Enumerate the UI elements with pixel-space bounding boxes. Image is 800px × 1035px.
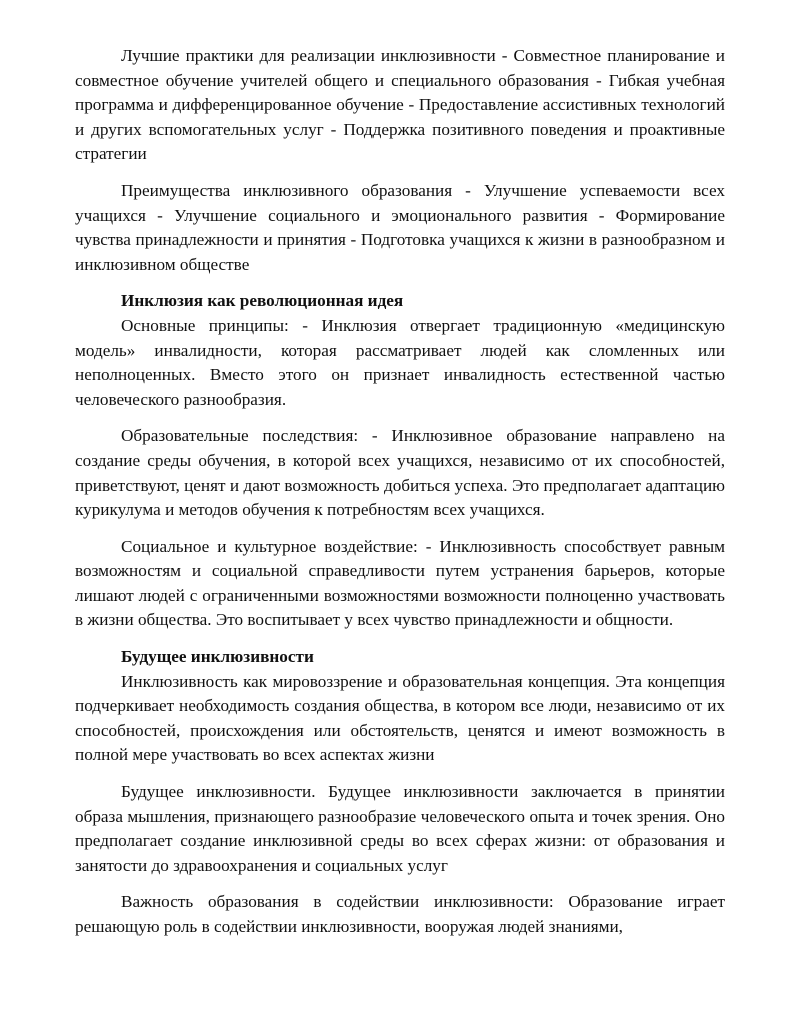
paragraph-best-practices: Лучшие практики для реализации инклюзивности - Совместное планирование и совместное обучение учителей общего и специального образования - Гибкая учебная программа и дифференцированное обучение - Предоставление ассистивных технологий и других вспомогательных услуг - Поддержка позитивного поведения и проактивные стратегии: [75, 46, 725, 164]
paragraph-benefits: Преимущества инклюзивного образования - Улучшение успеваемости всех учащихся - Улучшение социального и эмоционального развития - Формирование чувства принадлежности и принятия - Подготовка учащихся к жизни в разнообразном и инклюзивном обществе: [75, 180, 725, 274]
paragraph-importance-of-education: Важность образования в содействии инклюзивности: Образование играет решающую роль в содействии инклюзивности, вооружая людей знаниями,: [75, 892, 725, 936]
paragraph-educational-consequences: Образовательные последствия: - Инклюзивное образование направлено на создание среды обучения, в которой всех учащихся, независимо от их способностей, приветствуют, ценят и дают возможность добиться успеха. Это предполагает адаптацию курикулума и методов обучения к потребностям всех учащихся.: [75, 426, 725, 520]
paragraph-core-principles: Основные принципы: - Инклюзия отвергает традиционную «медицинскую модель» инвалидности, которая рассматривает людей как сломленных или неполноценных. Вместо этого он признает инвалидность естественной частью человеческого разнообразия.: [75, 315, 725, 409]
section-heading-revolutionary-idea: Инклюзия как революционная идея: [121, 291, 404, 311]
paragraph-future-of-inclusivity: Будущее инклюзивности. Будущее инклюзивности заключается в принятии образа мышления, признающего разнообразие человеческого опыта и точек зрения. Оно предполагает создание инклюзивной среды во всех сферах жизни: от образования и занятости до здравоохранения и социальных услуг: [75, 782, 725, 875]
section-heading-future: Будущее инклюзивности: [121, 647, 314, 667]
paragraph-social-cultural-impact: Социальное и культурное воздействие: - Инклюзивность способствует равным возможностям и социальной справедливости путем устранения барьеров, которые лишают людей с ограниченными возможностями возможности полноценно участвовать в жизни общества. Это воспитывает у всех чувство принадлежности и общности.: [75, 536, 725, 630]
paragraph-worldview: Инклюзивность как мировоззрение и образовательная концепция. Эта концепция подчеркивает необходимость создания общества, в котором все люди, независимо от их способностей, происхождения или обстоятельств, ценятся и имеют возможность в полной мере участвовать во всех аспектах жизни: [75, 671, 725, 765]
